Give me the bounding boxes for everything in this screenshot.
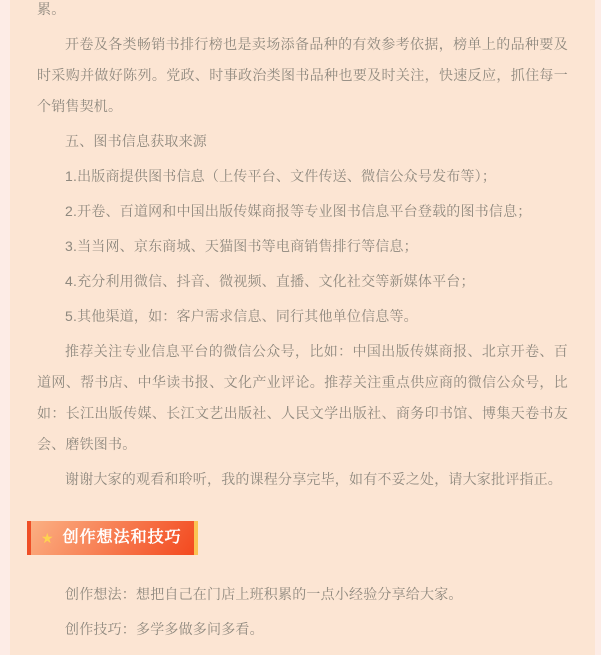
continuation-line: 累。 bbox=[37, 1, 66, 17]
article-paragraph: 1.出版商提供图书信息（上传平台、文件传送、微信公众号发布等）； bbox=[65, 168, 497, 184]
article-paragraph: 3.当当网、京东商城、天猫图书等电商销售排行等信息； bbox=[65, 238, 418, 254]
article-paragraph: 五、图书信息获取来源 bbox=[65, 133, 207, 149]
article-paragraph: 2.开卷、百道网和中国出版传媒商报等专业图书信息平台登载的图书信息； bbox=[65, 203, 532, 219]
closing-paragraph-list bbox=[37, 579, 568, 645]
article-paragraph: 4.充分利用微信、抖音、微视频、直播、文化社交等新媒体平台； bbox=[65, 273, 475, 289]
article-paragraph: 推荐关注专业信息平台的微信公众号，比如：中国出版传媒商报、北京开卷、百道网、帮书店、中华读书报、文化产业评论。推荐关注重点供应商的微信公众号，比如：长江出版传媒、长江文艺出版社、人民文学出版社、商务印书馆、博集天卷书友会、磨铁图书。 bbox=[37, 343, 568, 452]
article-paragraph: 创作技巧：多学多做多问多看。 bbox=[65, 621, 264, 637]
section-heading-row bbox=[37, 521, 568, 555]
section-badge bbox=[27, 521, 198, 555]
paragraph-list bbox=[37, 29, 568, 495]
article-paragraph: 谢谢大家的观看和聆听，我的课程分享完毕，如有不妥之处，请大家批评指正。 bbox=[65, 471, 562, 487]
section-badge-label: 创作想法和技巧 bbox=[62, 529, 182, 546]
article-paragraph: 5.其他渠道，如：客户需求信息、同行其他单位信息等。 bbox=[65, 308, 418, 324]
article-content bbox=[10, 0, 595, 655]
article-paragraph: 创作想法：想把自己在门店上班积累的一点小经验分享给大家。 bbox=[65, 586, 463, 602]
star-icon: ★ bbox=[41, 530, 54, 546]
article-paragraph: 开卷及各类畅销书排行榜也是卖场添备品种的有效参考依据，榜单上的品种要及时采购并做好陈列。党政、时事政治类图书品种也要及时关注，快速反应，抓住每一个销售契机。 bbox=[37, 36, 568, 114]
